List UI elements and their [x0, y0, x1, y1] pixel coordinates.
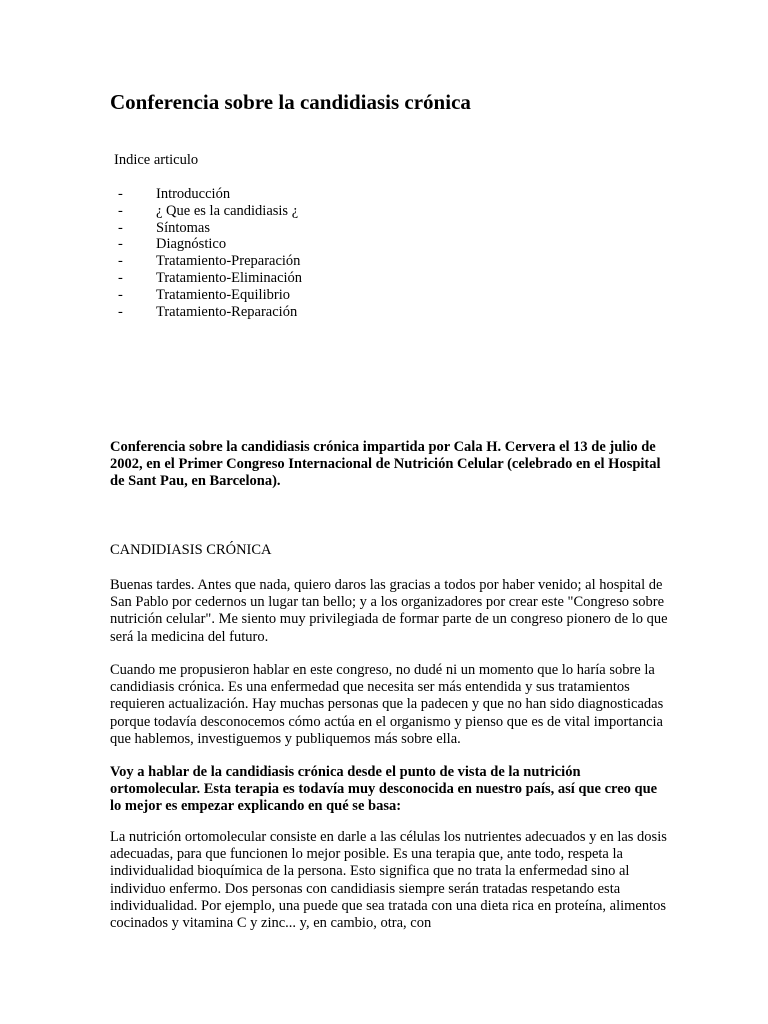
paragraph: La nutrición ortomolecular consiste en darle a las células los nutrientes adecuados y en las dosis adecuadas, para que funcionen lo mejor posible. Es una terapia que, ante todo, respeta la individualidad bioquímica de la persona. Esto significa que no trata la enfermedad sino al individuo enfermo. Dos personas con candidiasis siempre serán tratadas respetando esta individualidad. Por ejemplo, una puede que sea tratada con una dieta rica en proteína, alimentos cocinados y vitamina C y zinc... y, en cambio, otra, con — [110, 829, 667, 932]
document-title: Conferencia sobre la candidiasis crónica — [110, 90, 471, 114]
intro-paragraph: Conferencia sobre la candidiasis crónica impartida por Cala H. Cervera el 13 de julio de 2002, en el Primer Congreso Internacional de Nutrición Celular (celebrado en el Hospital de Sant Pau, en Barcelona). — [110, 439, 661, 490]
section-heading: CANDIDIASIS CRÓNICA — [110, 542, 272, 558]
toc-item-introduccion[interactable]: - Introducción — [118, 186, 231, 202]
toc-item-preparacion[interactable]: - Tratamiento-Preparación — [118, 253, 301, 270]
table-of-contents — [118, 186, 302, 320]
paragraph-bold: Voy a hablar de la candidiasis crónica desde el punto de vista de la nutrición ortomolecular. Esta terapia es todavía muy desconocida en nuestro país, así que creo que lo mejor es empezar explicando en qué se basa: — [110, 764, 658, 815]
paragraph: Cuando me propusieron hablar en este congreso, no dudé ni un momento que lo haría sobre la candidiasis crónica. Es una enfermedad que necesita ser más entendida y sus tratamientos requieren actualización. Hay muchas personas que la padecen y que no han sido diagnosticadas porque todavía desconocemos cómo actúa en el organismo y pienso que es de vital importancia que hablemos, investiguemos y publiquemos más sobre ella. — [110, 662, 664, 747]
toc-item-reparacion[interactable]: - Tratamiento-Reparación — [118, 303, 298, 320]
toc-item-diagnostico[interactable]: - Diagnóstico — [118, 236, 227, 253]
index-heading: Indice articulo — [114, 152, 199, 168]
paragraph: Buenas tardes. Antes que nada, quiero daros las gracias a todos por haber venido; al hospital de San Pablo por cedernos un lugar tan bello; y a los organizadores por crear este "Congreso sobre nutrición celular". Me siento muy privilegiada de formar parte de un congreso pionero de lo que será la medicina del futuro. — [110, 577, 668, 645]
toc-item-que-es[interactable]: - ¿ Que es la candidiasis ¿ — [118, 202, 299, 219]
toc-item-equilibrio[interactable]: - Tratamiento-Equilibrio — [118, 286, 290, 303]
toc-item-eliminacion[interactable]: - Tratamiento-Eliminación — [118, 269, 303, 286]
toc-item-sintomas[interactable]: - Síntomas — [118, 219, 210, 236]
